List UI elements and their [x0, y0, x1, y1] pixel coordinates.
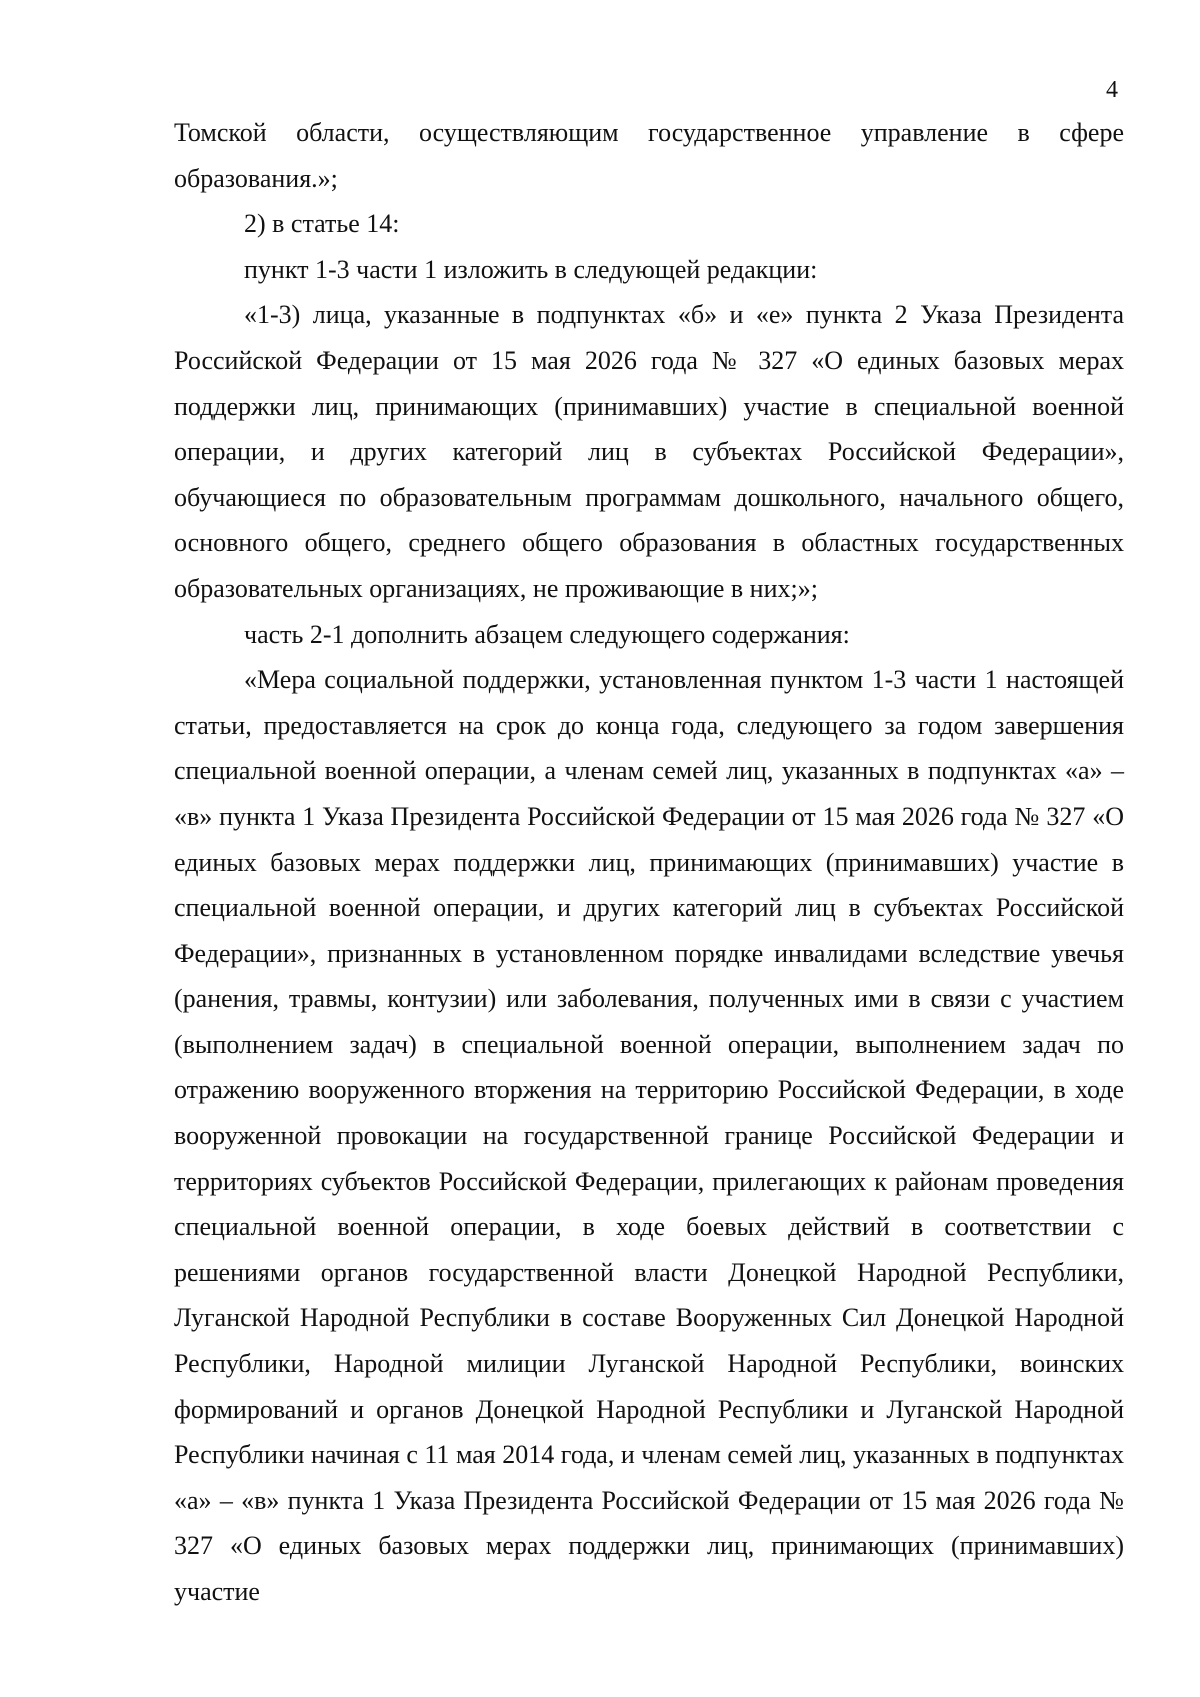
page-number: 4: [1106, 77, 1118, 103]
paragraph-social-support: «Мера социальной поддержки, установленная пунктом 1-3 части 1 настоящей статьи, предоставляется на срок до конца года, следующего за годом завершения специальной военной операции, а членам семей лиц, указанных в подпунктах «а» – «в» пункта 1 Указа Президента Российской Федерации от 15 мая 2026 года № 327 «О единых базовых мерах поддержки лиц, принимающих (принимавших) участие в специальной военной операции, и других категорий лиц в субъектах Российской Федерации», признанных в установленном порядке инвалидами вследствие увечья (ранения, травмы, контузии) или заболевания, полученных ими в связи с участием (выполнением задач) в специальной военной операции, выполнением задач по отражению вооруженного вторжения на территорию Российской Федерации, в ходе вооруженной провокации на государственной границе Российской Федерации и территориях субъектов Российской Федерации, прилегающих к районам проведения специальной военной операции, в ходе боевых действий в соответствии с решениями органов государственной власти Донецкой Народной Республики, Луганской Народной Республики в составе Вооруженных Сил Донецкой Народной Республики, Народной милиции Луганской Народной Республики, воинских формирований и органов Донецкой Народной Республики и Луганской Народной Республики начиная с 11 мая 2014 года, и членам семей лиц, указанных в подпунктах «а» – «в» пункта 1 Указа Президента Российской Федерации от 15 мая 2026 года № 327 «О единых базовых мерах поддержки лиц, принимающих (принимавших) участие: [174, 665, 1124, 1606]
paragraph-item-2: 2) в статье 14:: [244, 209, 400, 239]
document-body: [174, 110, 1124, 1615]
paragraph-point-1-3: «1-3) лица, указанные в подпунктах «б» и «е» пункта 2 Указа Президента Российской Федерации от 15 мая 2026 года № 327 «О единых базовых мерах поддержки лиц, принимающих (принимавших) участие в специальной военной операции, и других категорий лиц в субъектах Российской Федерации», обучающиеся по образовательным программам дошкольного, начального общего, основного общего, среднего общего образования в областных государственных образовательных организациях, не проживающие в них;»;: [174, 300, 1124, 603]
paragraph-amendment-point: пункт 1-3 части 1 изложить в следующей редакции:: [244, 254, 818, 284]
paragraph-continuation: Томской области, осуществляющим государственное управление в сфере образования.»;: [174, 118, 1124, 193]
paragraph-part-2-1: часть 2-1 дополнить абзацем следующего содержания:: [244, 619, 850, 649]
